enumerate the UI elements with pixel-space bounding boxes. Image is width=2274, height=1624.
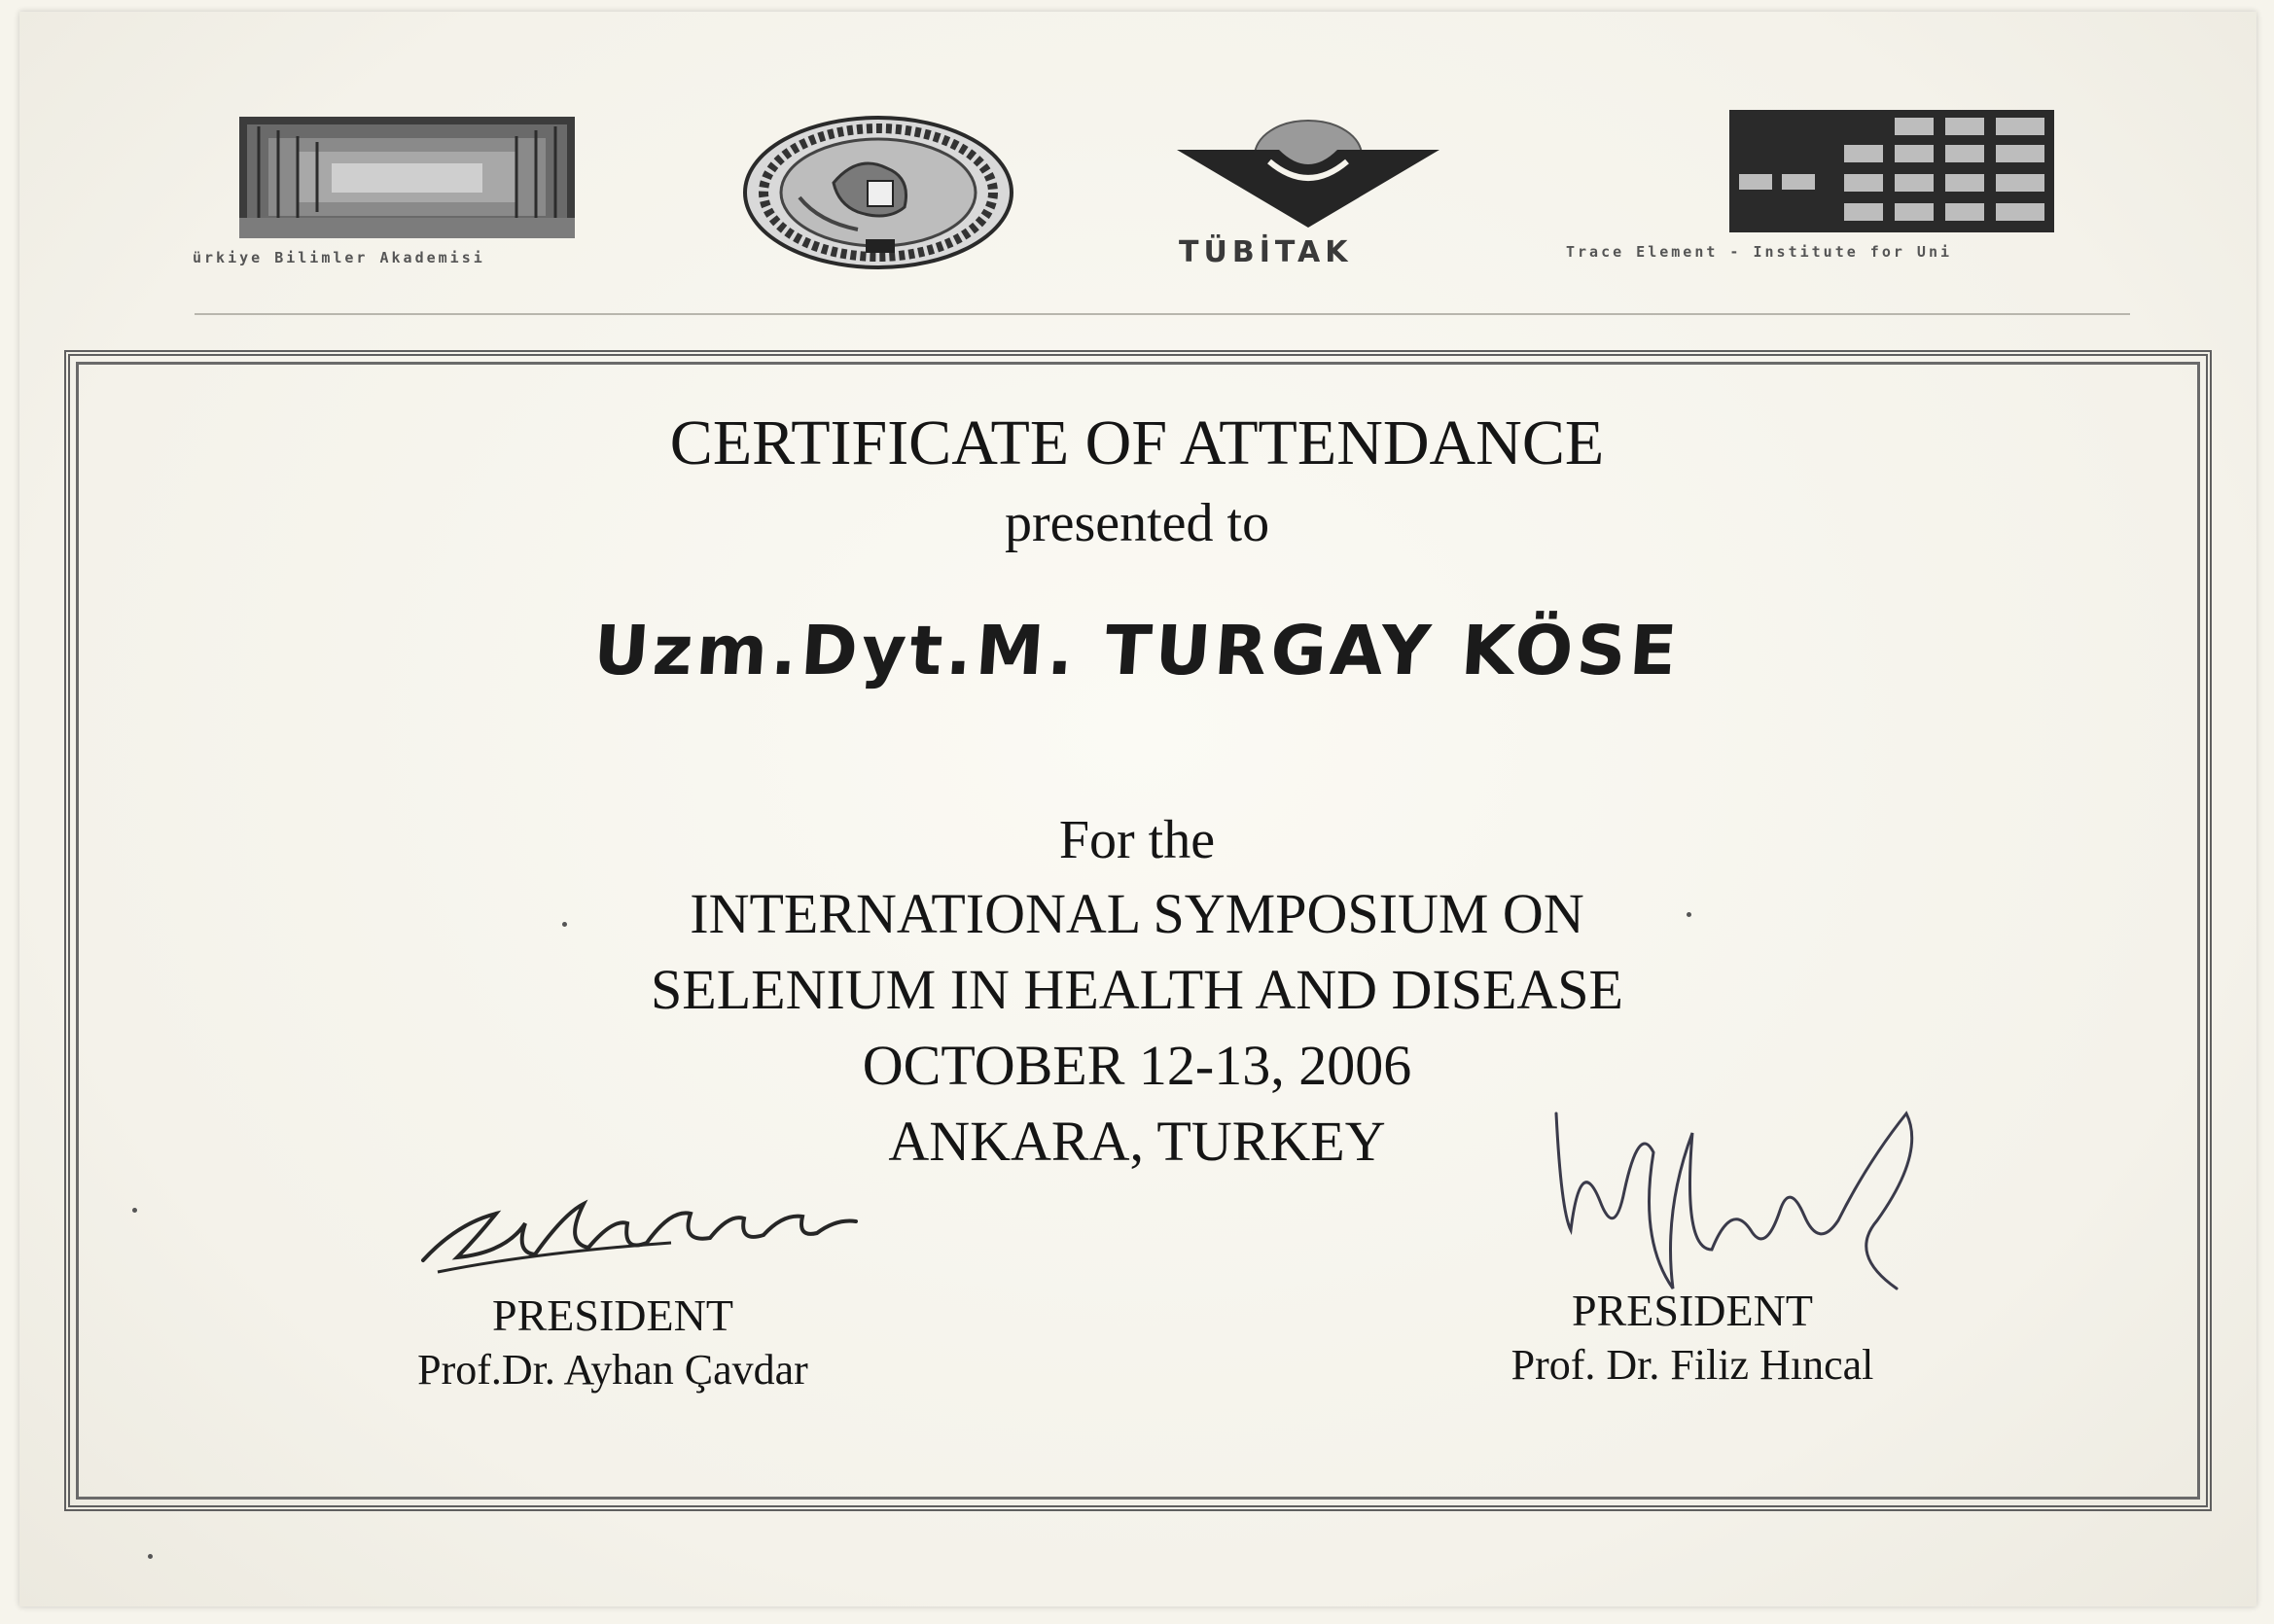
presented-to-text: presented to bbox=[1004, 493, 1270, 553]
signatory-right bbox=[1401, 1284, 1984, 1393]
event-title-line-1: INTERNATIONAL SYMPOSIUM ON bbox=[690, 882, 1584, 945]
for-the-text: For the bbox=[1058, 810, 1216, 870]
paper-speck bbox=[1687, 912, 1691, 917]
trace-element-logo bbox=[1729, 110, 2054, 232]
tubitak-caption: TÜBİTAK bbox=[1179, 235, 1353, 269]
left-signature bbox=[418, 1184, 885, 1282]
paper-speck bbox=[148, 1554, 153, 1559]
signatory-left bbox=[321, 1289, 905, 1397]
trace-element-caption: Trace Element - Institute for Uni bbox=[1566, 243, 1953, 261]
signatory-left-role: PRESIDENT bbox=[492, 1290, 733, 1340]
signatory-right-role: PRESIDENT bbox=[1572, 1286, 1813, 1335]
academy-caption: ürkiye Bilimler Akademisi bbox=[193, 249, 485, 266]
certificate-title: CERTIFICATE OF ATTENDANCE bbox=[669, 407, 1605, 478]
signatory-right-name: Prof. Dr. Filiz Hıncal bbox=[1510, 1341, 1874, 1389]
signatory-left-name: Prof.Dr. Ayhan Çavdar bbox=[417, 1346, 808, 1394]
event-location: ANKARA, TURKEY bbox=[888, 1110, 1386, 1173]
header-divider bbox=[195, 313, 2130, 315]
university-seal-logo bbox=[741, 115, 1015, 270]
tubitak-logo bbox=[1177, 119, 1439, 230]
event-title-line-2: SELENIUM IN HEALTH AND DISEASE bbox=[651, 958, 1623, 1021]
paper-speck bbox=[562, 922, 567, 927]
paper-speck bbox=[132, 1208, 137, 1213]
event-dates: OCTOBER 12-13, 2006 bbox=[862, 1034, 1412, 1097]
recipient-name: Uzm.Dyt.M. TURGAY KÖSE bbox=[590, 611, 1684, 690]
academy-logo bbox=[239, 117, 575, 238]
